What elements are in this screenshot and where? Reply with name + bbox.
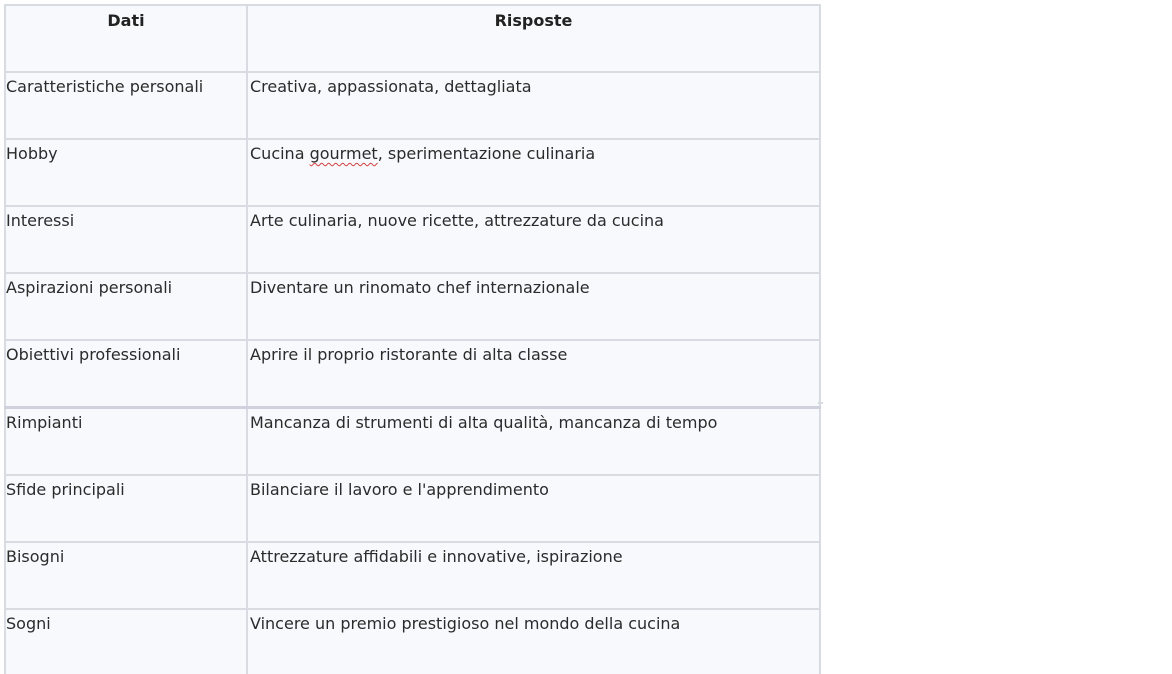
header-dati: Dati xyxy=(5,5,247,72)
row-label: Sogni xyxy=(5,609,247,674)
table-row xyxy=(5,475,820,542)
persona-table xyxy=(4,4,821,674)
spellcheck-flagged-word[interactable]: gourmet xyxy=(309,144,378,163)
table-row xyxy=(5,139,820,206)
table-header-row xyxy=(5,5,820,72)
row-label: Aspirazioni personali xyxy=(5,273,247,340)
row-value: Arte culinaria, nuove ricette, attrezzature da cucina xyxy=(247,206,820,273)
row-value: Creativa, appassionata, dettagliata xyxy=(247,72,820,139)
row-value: Aprire il proprio ristorante di alta classe xyxy=(247,340,820,408)
row-value xyxy=(247,139,820,206)
table-row xyxy=(5,542,820,609)
row-label: Obiettivi professionali xyxy=(5,340,247,408)
table-row xyxy=(5,206,820,273)
header-risposte: Risposte xyxy=(247,5,820,72)
value-text: , sperimentazione culinaria xyxy=(377,144,596,163)
row-label: Sfide principali xyxy=(5,475,247,542)
row-label: Rimpianti xyxy=(5,408,247,476)
row-value: Vincere un premio prestigioso nel mondo della cucina xyxy=(247,609,820,674)
table-row xyxy=(5,609,820,674)
row-value: Diventare un rinomato chef internazionale xyxy=(247,273,820,340)
row-value: Bilanciare il lavoro e l'apprendimento xyxy=(247,475,820,542)
row-value: Mancanza di strumenti di alta qualità, mancanza di tempo xyxy=(247,408,820,476)
row-label: Caratteristiche personali xyxy=(5,72,247,139)
row-value: Attrezzature affidabili e innovative, ispirazione xyxy=(247,542,820,609)
row-label: Bisogni xyxy=(5,542,247,609)
table-split-marker xyxy=(818,402,823,404)
persona-table-container xyxy=(4,4,821,674)
table-row xyxy=(5,408,820,476)
row-label: Hobby xyxy=(5,139,247,206)
value-text: Cucina xyxy=(250,144,310,163)
table-row xyxy=(5,273,820,340)
table-row xyxy=(5,340,820,408)
table-row xyxy=(5,72,820,139)
row-label: Interessi xyxy=(5,206,247,273)
